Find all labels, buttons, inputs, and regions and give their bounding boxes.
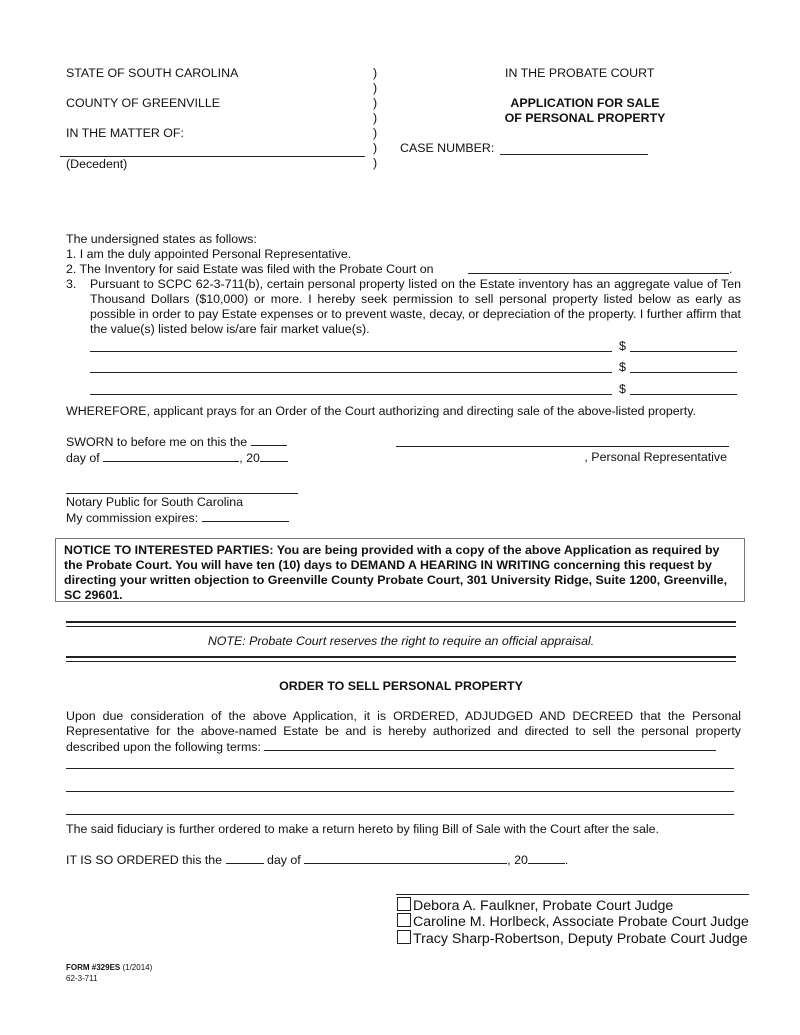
dollar-sign: $ xyxy=(619,339,626,353)
pr-label: , Personal Representative xyxy=(584,450,727,464)
period: . xyxy=(729,262,733,276)
terms-line[interactable] xyxy=(66,791,734,792)
county-label: COUNTY OF GREENVILLE xyxy=(66,96,220,110)
case-number-field[interactable] xyxy=(500,154,648,155)
case-number-label: CASE NUMBER: xyxy=(400,141,495,155)
judge-name: Debora A. Faulkner, Probate Court Judge xyxy=(413,898,674,914)
ordered-label: IT IS SO ORDERED this the xyxy=(66,853,223,867)
paren: ) xyxy=(373,66,378,80)
intro: The undersigned states as follows: xyxy=(66,232,257,246)
notice-lead: NOTICE TO INTERESTED PARTIES: xyxy=(64,543,274,557)
judge-checkbox[interactable] xyxy=(397,897,411,911)
fiduciary-text: The said fiduciary is further ordered to make a return hereto by filing Bill of Sale with the Court after the sale. xyxy=(66,822,659,836)
commission-label: My commission expires: xyxy=(66,511,199,525)
state-label: STATE OF SOUTH CAROLINA xyxy=(66,66,239,80)
form-number: FORM #329ES xyxy=(66,963,121,972)
wherefore: WHEREFORE, applicant prays for an Order of the Court authorizing and directing sale of the above-listed property. xyxy=(66,404,696,418)
paren: ) xyxy=(373,96,378,110)
form-date: (1/2014) xyxy=(120,963,153,972)
inventory-date-field[interactable] xyxy=(468,273,729,274)
notice-text: You are being provided with a copy of the above Application as required by the Probate Court. You will have ten (10) days to xyxy=(64,543,720,572)
paren: ) xyxy=(373,156,378,170)
judge-name: Caroline M. Horlbeck, Associate Probate Court Judge xyxy=(413,914,749,930)
divider xyxy=(66,656,736,662)
order-text: Upon due consideration of the above Application, it is ORDERED, ADJUDGED AND DECREED that the Personal Representative for the above-named Estate be and is hereby authorized and directed to sell the personal property described upon the following terms: xyxy=(66,709,741,754)
sworn-day-field[interactable] xyxy=(251,434,287,446)
order-day-field[interactable] xyxy=(226,852,264,864)
value-field[interactable] xyxy=(630,394,737,395)
property-field[interactable] xyxy=(90,351,612,352)
judge-checkbox[interactable] xyxy=(397,930,411,944)
commission-field[interactable] xyxy=(202,510,289,522)
court-label: IN THE PROBATE COURT xyxy=(505,66,655,80)
paren: ) xyxy=(373,111,378,125)
decedent-label: (Decedent) xyxy=(66,157,128,171)
property-field[interactable] xyxy=(90,394,612,395)
judge-signature-field[interactable] xyxy=(396,894,749,895)
matter-label: IN THE MATTER OF: xyxy=(66,126,184,140)
sworn-year-field[interactable] xyxy=(260,450,288,462)
divider xyxy=(66,621,736,627)
order-title: ORDER TO SELL PERSONAL PROPERTY xyxy=(279,679,523,693)
sworn-month-field[interactable] xyxy=(103,450,239,462)
order-year-field[interactable] xyxy=(528,852,565,864)
notice-box xyxy=(55,538,745,602)
paren: ) xyxy=(373,81,378,95)
property-field[interactable] xyxy=(90,372,612,373)
dollar-sign: $ xyxy=(619,382,626,396)
judge-option xyxy=(397,913,749,930)
sworn-label: SWORN to before me on this the xyxy=(66,435,248,449)
dollar-sign: $ xyxy=(619,360,626,374)
item-3-number: 3. xyxy=(66,277,77,291)
order-month-field[interactable] xyxy=(304,852,507,864)
notice-text: concerning this request by directing your written objection to Greenville County Probate Court, 301 University Ridge, Suite 1200, Greenville, SC 29601. xyxy=(64,558,728,602)
terms-line[interactable] xyxy=(66,768,734,769)
value-field[interactable] xyxy=(630,351,737,352)
period: . xyxy=(564,853,569,867)
value-field[interactable] xyxy=(630,372,737,373)
judge-checkbox[interactable] xyxy=(397,913,411,927)
notary-label: Notary Public for South Carolina xyxy=(66,495,243,509)
item-2: 2. The Inventory for said Estate was filed with the Probate Court on xyxy=(66,262,434,276)
day-of-label: day of xyxy=(66,451,100,465)
notice-demand: DEMAND A HEARING IN WRITING xyxy=(350,558,551,572)
year-label: , 20 xyxy=(239,451,260,465)
terms-line[interactable] xyxy=(66,814,734,815)
order-day-of: day of xyxy=(266,853,301,867)
order-paragraph xyxy=(66,709,741,755)
statute-code: 62-3-711 xyxy=(66,974,98,983)
judge-option xyxy=(397,897,673,914)
item-1: 1. I am the duly appointed Personal Representative. xyxy=(66,247,352,261)
form-title-2: OF PERSONAL PROPERTY xyxy=(504,111,666,125)
order-year-label: , 20 xyxy=(507,853,528,867)
pr-signature-field[interactable] xyxy=(396,446,729,447)
terms-field[interactable] xyxy=(264,739,716,751)
notary-signature-field[interactable] xyxy=(66,493,298,494)
judge-name: Tracy Sharp-Robertson, Deputy Probate Court Judge xyxy=(413,931,748,947)
appraisal-note: NOTE: Probate Court reserves the right to require an official appraisal. xyxy=(207,634,595,648)
paren: ) xyxy=(373,141,378,155)
item-3: Pursuant to SCPC 62-3-711(b), certain personal property listed on the Estate inventory has an aggregate value of Ten Thousand Dollars ($10,000) or more. I hereby seek permission to sell personal property listed below as early as possible in order to pay Estate expenses or to prevent waste, decay, or depreciation of the property. I further affirm that the value(s) listed below is/are fair market value(s). xyxy=(90,277,741,336)
form-title-1: APPLICATION FOR SALE xyxy=(510,96,660,110)
judge-option xyxy=(397,930,748,947)
paren: ) xyxy=(373,126,378,140)
